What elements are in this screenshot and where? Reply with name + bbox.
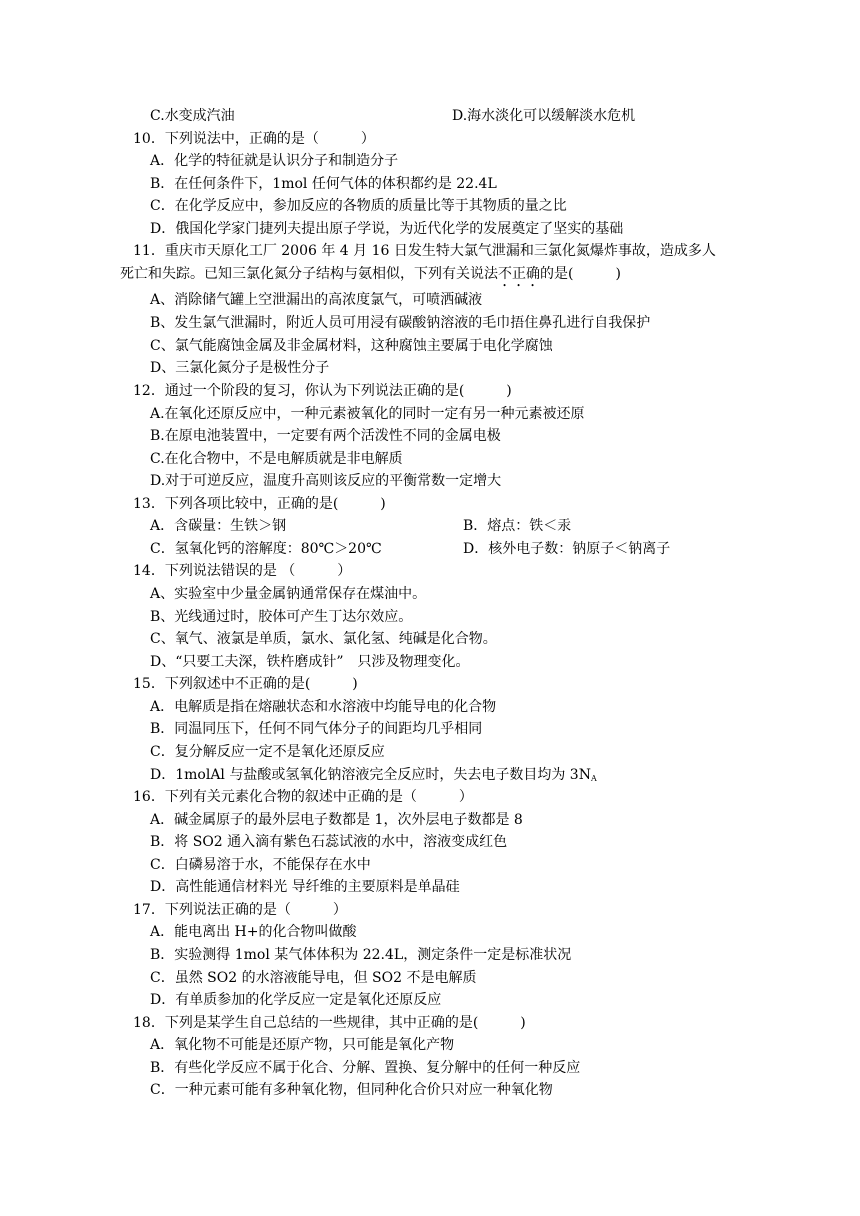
q15-option-c: C．复分解反应一定不是氧化还原反应	[150, 744, 385, 760]
q17-option-d: D．有单质参加的化学反应一定是氧化还原反应	[150, 992, 442, 1008]
q15-option-d-subscript: A	[590, 774, 597, 783]
q10-stem: 10．下列说法中，正确的是（ ）	[133, 131, 375, 147]
q14-option-a: A、实验室中少量金属钠通常保存在煤油中。	[150, 586, 427, 602]
q18-stem: 18．下列是某学生自己总结的一些规律，其中正确的是( )	[133, 1015, 526, 1031]
q14-option-b: B、光线通过时，胶体可产生丁达尔效应。	[150, 609, 413, 625]
q11-stem-line2-pre: 死亡和失踪。已知三氯化氮分子结构与氨相似，下列有关说法	[120, 266, 498, 282]
q12-option-a: A.在氧化还原反应中，一种元素被氧化的同时一定有另一种元素被还原	[150, 406, 585, 422]
q11-emphasis-text: 不正确	[498, 266, 540, 282]
q18-option-b: B．有些化学反应不属于化合、分解、置换、复分解中的任何一种反应	[150, 1060, 581, 1076]
q16-stem: 16．下列有关元素化合物的叙述中正确的是（ ）	[133, 789, 473, 805]
q17-stem: 17．下列说法正确的是（ ）	[133, 902, 347, 918]
q13-option-b: B．熔点：铁＜汞	[463, 518, 572, 534]
q11-stem-line2	[120, 264, 621, 290]
q16-option-c: C．白磷易溶于水，不能保存在水中	[150, 857, 371, 873]
q17-option-c: C．虽然 SO2 的水溶液能导电，但 SO2 不是电解质	[150, 970, 477, 986]
q11-stem-line2-post: 的是( )	[540, 266, 621, 282]
q15-option-d	[150, 765, 597, 789]
q15-option-b: B．同温同压下，任何不同气体分子的间距均几乎相同	[150, 721, 483, 737]
q10-option-c: C．在化学反应中，参加反应的各物质的质量比等于其物质的量之比	[150, 198, 567, 214]
q12-option-b: B.在原电池装置中，一定要有两个活泼性不同的金属电极	[150, 428, 501, 444]
q17-option-b: B．实验测得 1mol 某气体体积为 22.4L，测定条件一定是标准状况	[150, 947, 572, 963]
q13-option-a: A．含碳量：生铁＞钢	[150, 518, 287, 534]
q10-option-d: D．俄国化学家门捷列夫提出原子学说，为近代化学的发展奠定了坚实的基础	[150, 221, 624, 237]
q16-option-d: D．高性能通信材料光 导纤维的主要原料是单晶硅	[150, 879, 460, 895]
q15-stem: 15．下列叙述中不正确的是( )	[133, 676, 358, 692]
q10-option-a: A．化学的特征就是认识分子和制造分子	[150, 153, 399, 169]
q11-option-d: D、三氯化氮分子是极性分子	[150, 360, 330, 376]
q11-option-a: A、消除储气罐上空泄漏出的高浓度氯气，可喷洒碱液	[150, 292, 483, 308]
q10-option-b: B．在任何条件下，1mol 任何气体的体积都约是 22.4L	[150, 176, 497, 192]
q12-option-c: C.在化合物中，不是电解质就是非电解质	[150, 451, 403, 467]
q13-option-c: C．氢氧化钙的溶解度：80℃＞20℃	[150, 541, 382, 557]
q11-option-b: B、发生氯气泄漏时，附近人员可用浸有碳酸钠溶液的毛巾捂住鼻孔进行自我保护	[150, 315, 651, 331]
q12-stem: 12．通过一个阶段的复习，你认为下列说法正确的是( )	[133, 383, 512, 399]
q13-stem: 13．下列各项比较中，正确的是( )	[133, 496, 386, 512]
q18-option-c: C．一种元素可能有多种氧化物，但同种化合价只对应一种氧化物	[150, 1082, 553, 1098]
q13-option-d: D．核外电子数：钠原子＜钠离子	[463, 541, 671, 557]
q17-option-a: A．能电离出 H+的化合物叫做酸	[150, 924, 357, 940]
q16-option-b: B．将 SO2 通入滴有紫色石蕊试液的水中，溶液变成红色	[150, 834, 508, 850]
q12-option-d: D.对于可逆反应，温度升高则该反应的平衡常数一定增大	[150, 473, 502, 489]
q14-stem: 14．下列说法错误的是 （ ）	[133, 563, 352, 579]
q18-option-a: A．氧化物不可能是还原产物，只可能是氧化产物	[150, 1037, 455, 1053]
q15-option-a: A．电解质是指在熔融状态和水溶液中均能导电的化合物	[150, 699, 497, 715]
q9-option-d: D.海水淡化可以缓解淡水危机	[452, 108, 636, 124]
q14-option-c: C、氧气、液氯是单质，氯水、氯化氢、纯碱是化合物。	[150, 631, 497, 647]
q11-stem-line1: 11．重庆市天原化工厂 2006 年 4 月 16 日发生特大氯气泄漏和三氯化氮爆炸事故，造成多人	[133, 243, 716, 259]
q16-option-a: A．碱金属原子的最外层电子数都是 1，次外层电子数都是 8	[150, 812, 523, 828]
q11-option-c: C、氯气能腐蚀金属及非金属材料，这种腐蚀主要属于电化学腐蚀	[150, 338, 553, 354]
q15-option-d-text: D．1molAl 与盐酸或氢氧化钠溶液完全反应时，失去电子数目均为 3N	[150, 767, 591, 783]
q9-option-c: C.水变成汽油	[150, 108, 235, 124]
q14-option-d: D、“只要工夫深，铁杵磨成针” 只涉及物理变化。	[150, 654, 470, 670]
